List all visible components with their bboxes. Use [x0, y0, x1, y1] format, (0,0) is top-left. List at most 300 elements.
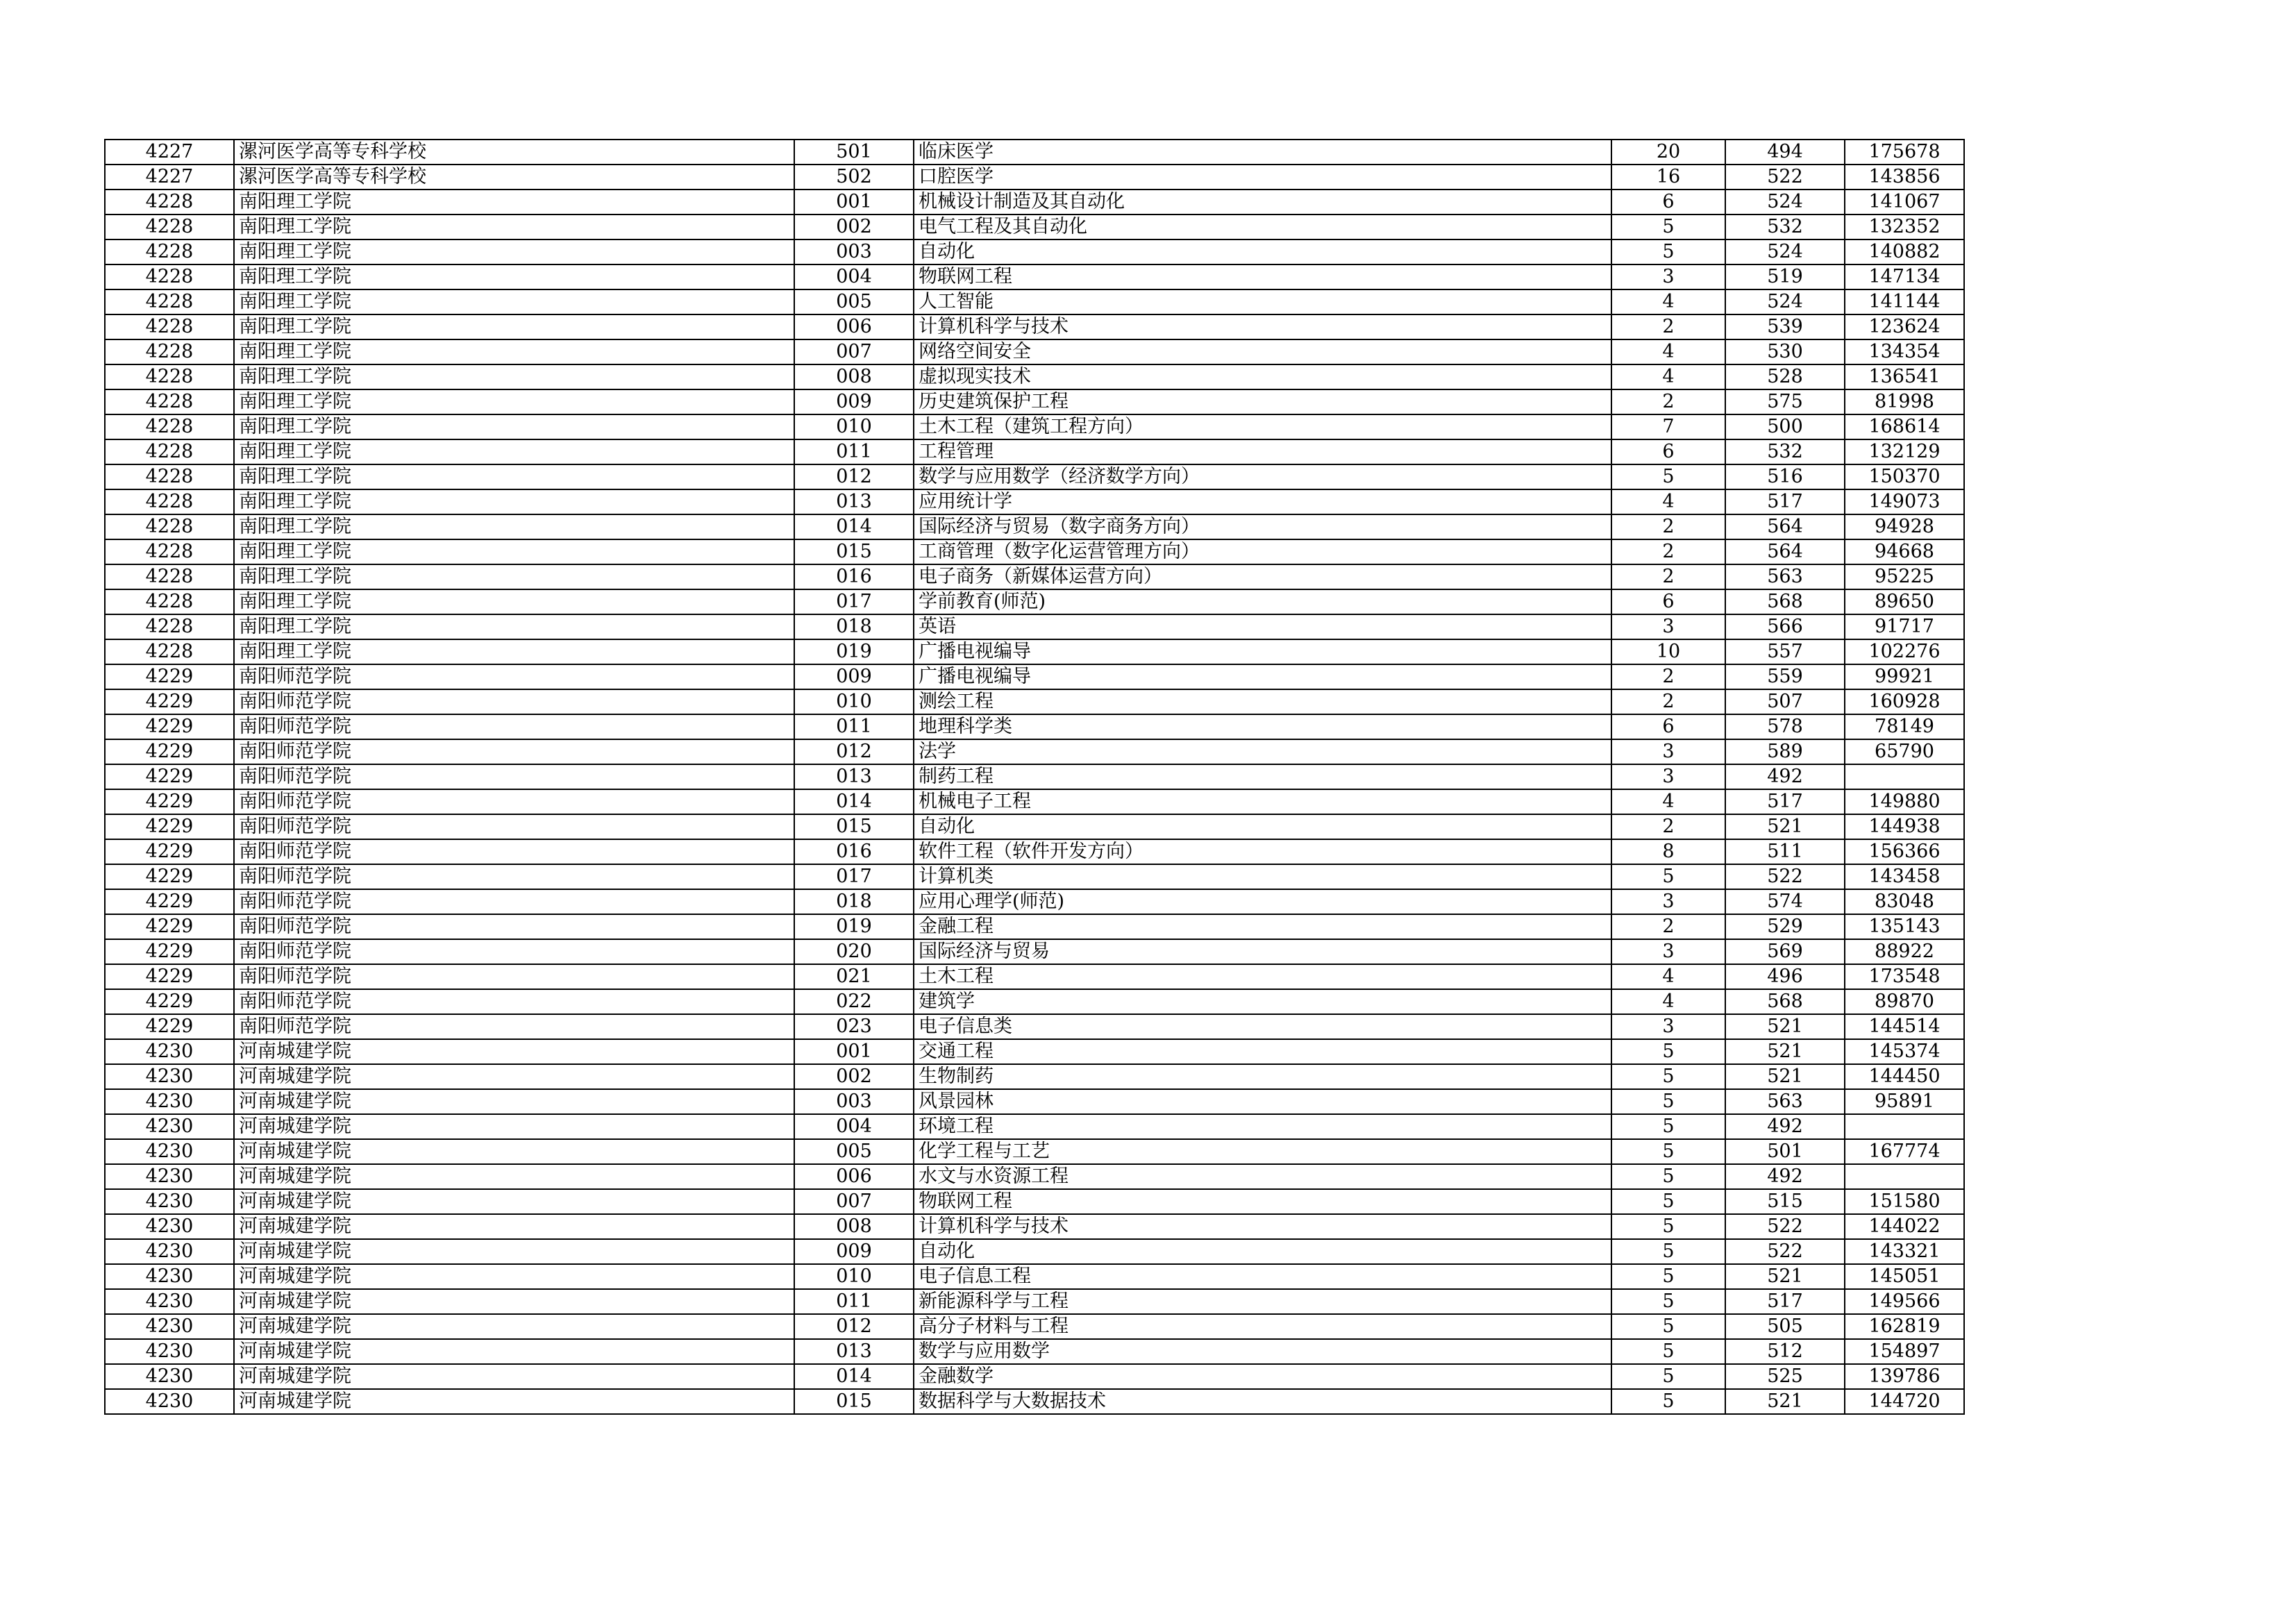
major-code-cell: 018 [794, 889, 914, 914]
school-code-cell: 4228 [105, 614, 234, 639]
table-row [105, 1314, 1964, 1339]
major-code-cell: 019 [794, 639, 914, 664]
min-rank-cell: 83048 [1845, 889, 1964, 914]
min-score-cell: 524 [1725, 289, 1845, 314]
table-row [105, 789, 1964, 814]
school-name-cell: 河南城建学院 [234, 1389, 794, 1414]
school-code-cell: 4229 [105, 914, 234, 939]
min-score-cell: 528 [1725, 364, 1845, 389]
min-score-cell: 507 [1725, 689, 1845, 714]
plan-count-cell: 5 [1611, 1164, 1725, 1189]
school-name-cell: 南阳理工学院 [234, 414, 794, 439]
major-name-cell: 人工智能 [914, 289, 1611, 314]
major-name-cell: 口腔医学 [914, 165, 1611, 190]
school-code-cell: 4228 [105, 589, 234, 614]
min-score-cell: 521 [1725, 1014, 1845, 1039]
major-code-cell: 021 [794, 964, 914, 989]
major-name-cell: 地理科学类 [914, 714, 1611, 739]
min-score-cell: 568 [1725, 989, 1845, 1014]
plan-count-cell: 6 [1611, 714, 1725, 739]
table-row [105, 1189, 1964, 1214]
major-name-cell: 法学 [914, 739, 1611, 764]
min-rank-cell: 149566 [1845, 1289, 1964, 1314]
major-code-cell: 006 [794, 1164, 914, 1189]
table-row [105, 814, 1964, 839]
min-rank-cell: 144450 [1845, 1064, 1964, 1089]
plan-count-cell: 4 [1611, 789, 1725, 814]
school-name-cell: 南阳理工学院 [234, 389, 794, 414]
school-code-cell: 4229 [105, 689, 234, 714]
table-row [105, 539, 1964, 564]
major-code-cell: 010 [794, 414, 914, 439]
table-row [105, 714, 1964, 739]
min-score-cell: 564 [1725, 514, 1845, 539]
major-code-cell: 013 [794, 764, 914, 789]
plan-count-cell: 5 [1611, 1339, 1725, 1364]
min-score-cell: 578 [1725, 714, 1845, 739]
major-name-cell: 计算机科学与技术 [914, 314, 1611, 339]
school-name-cell: 南阳师范学院 [234, 989, 794, 1014]
min-score-cell: 532 [1725, 439, 1845, 464]
school-code-cell: 4229 [105, 989, 234, 1014]
plan-count-cell: 2 [1611, 564, 1725, 589]
min-score-cell: 521 [1725, 1039, 1845, 1064]
min-score-cell: 517 [1725, 789, 1845, 814]
min-score-cell: 500 [1725, 414, 1845, 439]
table-row [105, 339, 1964, 364]
major-code-cell: 015 [794, 1389, 914, 1414]
major-code-cell: 020 [794, 939, 914, 964]
major-name-cell: 环境工程 [914, 1114, 1611, 1139]
plan-count-cell: 5 [1611, 1064, 1725, 1089]
min-score-cell: 515 [1725, 1189, 1845, 1214]
plan-count-cell: 2 [1611, 539, 1725, 564]
school-name-cell: 南阳师范学院 [234, 764, 794, 789]
min-rank-cell: 141144 [1845, 289, 1964, 314]
min-score-cell: 559 [1725, 664, 1845, 689]
table-row [105, 289, 1964, 314]
major-code-cell: 006 [794, 314, 914, 339]
school-code-cell: 4230 [105, 1189, 234, 1214]
major-code-cell: 011 [794, 439, 914, 464]
table-row [105, 414, 1964, 439]
school-code-cell: 4230 [105, 1214, 234, 1239]
plan-count-cell: 5 [1611, 1314, 1725, 1339]
min-rank-cell: 151580 [1845, 1189, 1964, 1214]
school-code-cell: 4228 [105, 215, 234, 239]
min-rank-cell: 144720 [1845, 1389, 1964, 1414]
plan-count-cell: 3 [1611, 264, 1725, 289]
school-code-cell: 4229 [105, 839, 234, 864]
school-name-cell: 南阳师范学院 [234, 1014, 794, 1039]
plan-count-cell: 5 [1611, 464, 1725, 489]
table-row [105, 1239, 1964, 1264]
school-name-cell: 河南城建学院 [234, 1064, 794, 1089]
plan-count-cell: 10 [1611, 639, 1725, 664]
plan-count-cell: 5 [1611, 1039, 1725, 1064]
major-code-cell: 002 [794, 1064, 914, 1089]
plan-count-cell: 3 [1611, 764, 1725, 789]
table-row [105, 739, 1964, 764]
plan-count-cell: 6 [1611, 589, 1725, 614]
major-name-cell: 虚拟现实技术 [914, 364, 1611, 389]
major-code-cell: 005 [794, 289, 914, 314]
plan-count-cell: 2 [1611, 514, 1725, 539]
major-code-cell: 008 [794, 364, 914, 389]
school-name-cell: 南阳师范学院 [234, 839, 794, 864]
major-name-cell: 新能源科学与工程 [914, 1289, 1611, 1314]
school-code-cell: 4230 [105, 1089, 234, 1114]
table-row [105, 764, 1964, 789]
table-row [105, 1214, 1964, 1239]
plan-count-cell: 2 [1611, 664, 1725, 689]
major-name-cell: 自动化 [914, 1239, 1611, 1264]
school-code-cell: 4228 [105, 639, 234, 664]
min-rank-cell: 147134 [1845, 264, 1964, 289]
plan-count-cell: 2 [1611, 389, 1725, 414]
school-code-cell: 4227 [105, 140, 234, 165]
min-rank-cell: 141067 [1845, 190, 1964, 215]
school-code-cell: 4229 [105, 889, 234, 914]
major-code-cell: 018 [794, 614, 914, 639]
school-name-cell: 河南城建学院 [234, 1039, 794, 1064]
major-name-cell: 自动化 [914, 814, 1611, 839]
school-name-cell: 南阳理工学院 [234, 514, 794, 539]
major-code-cell: 001 [794, 190, 914, 215]
table-row [105, 239, 1964, 264]
plan-count-cell: 4 [1611, 964, 1725, 989]
school-name-cell: 南阳理工学院 [234, 239, 794, 264]
min-rank-cell: 144938 [1845, 814, 1964, 839]
major-code-cell: 003 [794, 1089, 914, 1114]
school-name-cell: 河南城建学院 [234, 1189, 794, 1214]
school-code-cell: 4230 [105, 1139, 234, 1164]
major-name-cell: 建筑学 [914, 989, 1611, 1014]
min-rank-cell: 144514 [1845, 1014, 1964, 1039]
plan-count-cell: 3 [1611, 739, 1725, 764]
min-rank-cell: 150370 [1845, 464, 1964, 489]
plan-count-cell: 5 [1611, 1089, 1725, 1114]
min-score-cell: 574 [1725, 889, 1845, 914]
major-name-cell: 广播电视编导 [914, 639, 1611, 664]
school-name-cell: 漯河医学高等专科学校 [234, 140, 794, 165]
plan-count-cell: 5 [1611, 1139, 1725, 1164]
min-score-cell: 521 [1725, 814, 1845, 839]
school-name-cell: 南阳理工学院 [234, 314, 794, 339]
min-rank-cell: 175678 [1845, 140, 1964, 165]
min-rank-cell: 144022 [1845, 1214, 1964, 1239]
major-name-cell: 物联网工程 [914, 1189, 1611, 1214]
major-name-cell: 国际经济与贸易（数字商务方向） [914, 514, 1611, 539]
table-row [105, 1139, 1964, 1164]
major-code-cell: 013 [794, 1339, 914, 1364]
major-name-cell: 生物制药 [914, 1064, 1611, 1089]
major-name-cell: 水文与水资源工程 [914, 1164, 1611, 1189]
major-name-cell: 学前教育(师范) [914, 589, 1611, 614]
major-name-cell: 计算机类 [914, 864, 1611, 889]
min-score-cell: 505 [1725, 1314, 1845, 1339]
major-code-cell: 012 [794, 464, 914, 489]
plan-count-cell: 2 [1611, 314, 1725, 339]
min-score-cell: 516 [1725, 464, 1845, 489]
major-code-cell: 013 [794, 489, 914, 514]
major-name-cell: 高分子材料与工程 [914, 1314, 1611, 1339]
plan-count-cell: 4 [1611, 489, 1725, 514]
school-code-cell: 4230 [105, 1239, 234, 1264]
major-code-cell: 004 [794, 1114, 914, 1139]
major-code-cell: 003 [794, 239, 914, 264]
min-rank-cell: 95891 [1845, 1089, 1964, 1114]
min-score-cell: 525 [1725, 1364, 1845, 1389]
min-score-cell: 557 [1725, 639, 1845, 664]
major-name-cell: 英语 [914, 614, 1611, 639]
major-name-cell: 工商管理（数字化运营管理方向） [914, 539, 1611, 564]
plan-count-cell: 5 [1611, 864, 1725, 889]
school-name-cell: 南阳师范学院 [234, 714, 794, 739]
min-score-cell: 521 [1725, 1264, 1845, 1289]
school-name-cell: 河南城建学院 [234, 1264, 794, 1289]
major-code-cell: 011 [794, 1289, 914, 1314]
min-score-cell: 521 [1725, 1389, 1845, 1414]
min-score-cell: 563 [1725, 1089, 1845, 1114]
major-code-cell: 007 [794, 1189, 914, 1214]
major-code-cell: 009 [794, 389, 914, 414]
min-score-cell: 563 [1725, 564, 1845, 589]
plan-count-cell: 5 [1611, 1389, 1725, 1414]
plan-count-cell: 6 [1611, 190, 1725, 215]
major-code-cell: 016 [794, 839, 914, 864]
min-score-cell: 589 [1725, 739, 1845, 764]
school-name-cell: 南阳师范学院 [234, 789, 794, 814]
major-code-cell: 005 [794, 1139, 914, 1164]
min-rank-cell: 160928 [1845, 689, 1964, 714]
min-score-cell: 575 [1725, 389, 1845, 414]
table-row [105, 864, 1964, 889]
major-code-cell: 016 [794, 564, 914, 589]
major-name-cell: 国际经济与贸易 [914, 939, 1611, 964]
plan-count-cell: 2 [1611, 689, 1725, 714]
school-code-cell: 4227 [105, 165, 234, 190]
min-score-cell: 522 [1725, 165, 1845, 190]
min-score-cell: 522 [1725, 1214, 1845, 1239]
min-rank-cell: 145051 [1845, 1264, 1964, 1289]
table-row [105, 989, 1964, 1014]
major-name-cell: 机械设计制造及其自动化 [914, 190, 1611, 215]
school-code-cell: 4228 [105, 190, 234, 215]
school-code-cell: 4228 [105, 364, 234, 389]
plan-count-cell: 5 [1611, 215, 1725, 239]
min-rank-cell: 81998 [1845, 389, 1964, 414]
table-row [105, 589, 1964, 614]
major-name-cell: 测绘工程 [914, 689, 1611, 714]
school-name-cell: 南阳师范学院 [234, 814, 794, 839]
major-name-cell: 应用统计学 [914, 489, 1611, 514]
table-row [105, 264, 1964, 289]
plan-count-cell: 3 [1611, 1014, 1725, 1039]
plan-count-cell: 3 [1611, 889, 1725, 914]
school-name-cell: 南阳师范学院 [234, 739, 794, 764]
major-name-cell: 土木工程（建筑工程方向） [914, 414, 1611, 439]
min-score-cell: 492 [1725, 1164, 1845, 1189]
min-rank-cell: 140882 [1845, 239, 1964, 264]
school-name-cell: 南阳理工学院 [234, 439, 794, 464]
min-rank-cell: 135143 [1845, 914, 1964, 939]
table-row [105, 839, 1964, 864]
table-row [105, 1064, 1964, 1089]
plan-count-cell: 4 [1611, 339, 1725, 364]
school-name-cell: 南阳师范学院 [234, 889, 794, 914]
school-code-cell: 4229 [105, 789, 234, 814]
school-name-cell: 南阳理工学院 [234, 190, 794, 215]
min-rank-cell: 168614 [1845, 414, 1964, 439]
school-code-cell: 4230 [105, 1064, 234, 1089]
table-row [105, 464, 1964, 489]
school-code-cell: 4228 [105, 439, 234, 464]
school-code-cell: 4228 [105, 289, 234, 314]
school-code-cell: 4228 [105, 489, 234, 514]
school-code-cell: 4230 [105, 1289, 234, 1314]
plan-count-cell: 5 [1611, 1264, 1725, 1289]
plan-count-cell: 8 [1611, 839, 1725, 864]
table-row [105, 1164, 1964, 1189]
school-code-cell: 4229 [105, 764, 234, 789]
min-score-cell: 519 [1725, 264, 1845, 289]
major-name-cell: 电气工程及其自动化 [914, 215, 1611, 239]
min-rank-cell: 123624 [1845, 314, 1964, 339]
school-code-cell: 4229 [105, 664, 234, 689]
min-score-cell: 517 [1725, 489, 1845, 514]
min-rank-cell: 91717 [1845, 614, 1964, 639]
major-code-cell: 017 [794, 589, 914, 614]
table-row [105, 140, 1964, 165]
plan-count-cell: 16 [1611, 165, 1725, 190]
school-code-cell: 4228 [105, 539, 234, 564]
school-code-cell: 4229 [105, 864, 234, 889]
school-name-cell: 漯河医学高等专科学校 [234, 165, 794, 190]
min-rank-cell: 162819 [1845, 1314, 1964, 1339]
major-name-cell: 临床医学 [914, 140, 1611, 165]
table-row [105, 889, 1964, 914]
school-name-cell: 南阳理工学院 [234, 489, 794, 514]
min-rank-cell: 149880 [1845, 789, 1964, 814]
major-name-cell: 机械电子工程 [914, 789, 1611, 814]
min-rank-cell [1845, 764, 1964, 789]
school-code-cell: 4229 [105, 1014, 234, 1039]
school-code-cell: 4230 [105, 1039, 234, 1064]
school-code-cell: 4228 [105, 339, 234, 364]
min-rank-cell: 156366 [1845, 839, 1964, 864]
plan-count-cell: 5 [1611, 1189, 1725, 1214]
table-row [105, 1264, 1964, 1289]
major-code-cell: 022 [794, 989, 914, 1014]
min-rank-cell [1845, 1114, 1964, 1139]
major-code-cell: 009 [794, 664, 914, 689]
min-rank-cell: 88922 [1845, 939, 1964, 964]
table-row [105, 215, 1964, 239]
major-code-cell: 001 [794, 1039, 914, 1064]
table-row [105, 439, 1964, 464]
major-code-cell: 501 [794, 140, 914, 165]
min-rank-cell: 89650 [1845, 589, 1964, 614]
school-name-cell: 南阳理工学院 [234, 215, 794, 239]
major-name-cell: 物联网工程 [914, 264, 1611, 289]
major-code-cell: 012 [794, 739, 914, 764]
table-row [105, 564, 1964, 589]
school-code-cell: 4230 [105, 1314, 234, 1339]
table-row [105, 1114, 1964, 1139]
school-name-cell: 南阳师范学院 [234, 939, 794, 964]
school-name-cell: 河南城建学院 [234, 1289, 794, 1314]
min-rank-cell: 89870 [1845, 989, 1964, 1014]
table-row [105, 1039, 1964, 1064]
school-name-cell: 南阳理工学院 [234, 364, 794, 389]
major-name-cell: 数据科学与大数据技术 [914, 1389, 1611, 1414]
major-name-cell: 应用心理学(师范) [914, 889, 1611, 914]
major-code-cell: 014 [794, 1364, 914, 1389]
plan-count-cell: 5 [1611, 239, 1725, 264]
school-name-cell: 南阳理工学院 [234, 539, 794, 564]
school-name-cell: 河南城建学院 [234, 1214, 794, 1239]
plan-count-cell: 5 [1611, 1289, 1725, 1314]
major-name-cell: 金融工程 [914, 914, 1611, 939]
school-code-cell: 4229 [105, 714, 234, 739]
table-row [105, 1089, 1964, 1114]
school-name-cell: 河南城建学院 [234, 1164, 794, 1189]
min-rank-cell: 132129 [1845, 439, 1964, 464]
table-row [105, 1014, 1964, 1039]
school-name-cell: 南阳理工学院 [234, 264, 794, 289]
min-score-cell: 530 [1725, 339, 1845, 364]
table-row [105, 314, 1964, 339]
major-name-cell: 金融数学 [914, 1364, 1611, 1389]
major-name-cell: 计算机科学与技术 [914, 1214, 1611, 1239]
major-code-cell: 014 [794, 514, 914, 539]
school-code-cell: 4228 [105, 564, 234, 589]
plan-count-cell: 5 [1611, 1364, 1725, 1389]
min-rank-cell: 102276 [1845, 639, 1964, 664]
school-code-cell: 4228 [105, 514, 234, 539]
plan-count-cell: 5 [1611, 1114, 1725, 1139]
school-name-cell: 河南城建学院 [234, 1239, 794, 1264]
min-rank-cell: 94668 [1845, 539, 1964, 564]
min-rank-cell: 78149 [1845, 714, 1964, 739]
min-rank-cell: 99921 [1845, 664, 1964, 689]
school-name-cell: 南阳师范学院 [234, 664, 794, 689]
major-code-cell: 014 [794, 789, 914, 814]
major-code-cell: 009 [794, 1239, 914, 1264]
table-row [105, 1289, 1964, 1314]
min-rank-cell: 132352 [1845, 215, 1964, 239]
major-name-cell: 数学与应用数学（经济数学方向） [914, 464, 1611, 489]
major-name-cell: 土木工程 [914, 964, 1611, 989]
min-score-cell: 512 [1725, 1339, 1845, 1364]
school-code-cell: 4228 [105, 464, 234, 489]
min-score-cell: 494 [1725, 140, 1845, 165]
plan-count-cell: 5 [1611, 1214, 1725, 1239]
min-score-cell: 521 [1725, 1064, 1845, 1089]
school-name-cell: 南阳理工学院 [234, 614, 794, 639]
table-row [105, 1389, 1964, 1414]
major-code-cell: 012 [794, 1314, 914, 1339]
min-rank-cell: 149073 [1845, 489, 1964, 514]
min-score-cell: 564 [1725, 539, 1845, 564]
min-rank-cell: 143458 [1845, 864, 1964, 889]
major-code-cell: 010 [794, 689, 914, 714]
admission-table [104, 139, 1965, 1415]
min-rank-cell: 145374 [1845, 1039, 1964, 1064]
major-code-cell: 015 [794, 814, 914, 839]
min-rank-cell [1845, 1164, 1964, 1189]
